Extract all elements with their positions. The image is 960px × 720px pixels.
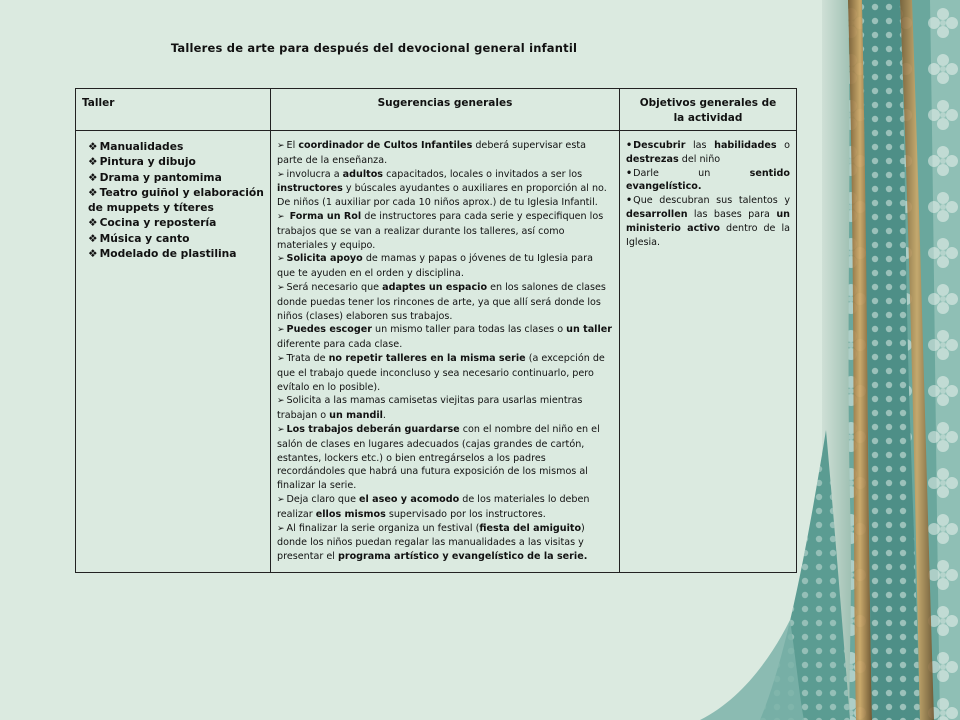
objetivo-text: un ministerio activo: [626, 208, 790, 234]
sugerencia-text: Forma un Rol: [289, 210, 362, 222]
arrow-bullet-icon: ➢: [277, 211, 285, 222]
sugerencia-text: un mismo taller para todas las clases o: [371, 324, 567, 336]
taller-label: Drama y pantomima: [99, 170, 222, 184]
sugerencia-text: (a excepción de que el trabajo quede inconcluso y sea necesario continuarlo, pero evítalo en lo posible).: [277, 352, 605, 393]
taller-item: [88, 154, 264, 169]
taller-label: Pintura y dibujo: [99, 155, 196, 169]
sugerencia-text: de los materiales lo deben realizar: [277, 493, 590, 520]
page-title: Talleres de arte para después del devocional general infantil: [170, 41, 578, 55]
objetivos-list: [626, 139, 790, 249]
header-sugerencias: Sugerencias generales: [271, 89, 620, 131]
sugerencia-item: [277, 352, 613, 394]
objetivo-text: destrezas: [626, 153, 679, 165]
objetivo-text: habilidades: [714, 140, 777, 151]
taller-item: [88, 215, 264, 230]
sugerencia-text: El: [286, 140, 299, 151]
sugerencia-text: Trata de: [286, 352, 329, 364]
taller-label: Música y canto: [99, 231, 190, 245]
sugerencia-item: [277, 522, 613, 564]
content-row: [76, 131, 797, 573]
objetivo-text: sentido evangelístico.: [626, 167, 790, 193]
objetivo-item: [626, 139, 790, 167]
sugerencias-list: [277, 139, 613, 564]
sugerencia-text: en los salones de clases donde puedas tener los rincones de arte, ya que allí será donde los niños (clases) elaboren sus trabajos.: [277, 281, 606, 322]
objetivos-cell: [620, 131, 797, 573]
sugerencia-item: [277, 394, 613, 423]
sugerencia-text: el aseo y acomodo: [359, 493, 460, 505]
sugerencia-item: [277, 493, 613, 522]
sugerencia-text: ) donde los niños puedan regalar las manualidades a las visitas y presentar el: [277, 522, 585, 563]
sugerencia-text: Será necesario que: [286, 281, 383, 293]
sugerencia-text: Solicita apoyo: [286, 253, 363, 265]
diamond-bullet-icon: ❖: [88, 216, 98, 230]
arrow-bullet-icon: ➢: [277, 169, 285, 180]
sugerencia-text: capacitados, locales o invitados a ser los: [383, 168, 583, 180]
diamond-bullet-icon: ❖: [88, 140, 98, 153]
dot-bullet-icon: •: [626, 195, 633, 207]
diamond-bullet-icon: ❖: [88, 170, 98, 184]
talleres-table: [75, 88, 797, 573]
sugerencia-text: Al finalizar la serie organiza un festival (: [286, 522, 480, 534]
sugerencia-text: deberá supervisar esta parte de la enseñanza.: [277, 140, 586, 166]
sugerencia-text: Solicita a las mamas camisetas viejitas para usarlas mientras trabajan o: [277, 395, 583, 422]
header-row: [76, 89, 797, 131]
sugerencia-text: coordinador de Cultos Infantiles: [298, 140, 473, 151]
dot-bullet-icon: •: [626, 140, 633, 151]
objetivo-item: [626, 194, 790, 249]
sugerencia-text: instructores: [277, 183, 343, 195]
objetivo-item: [626, 167, 790, 195]
taller-item: [88, 246, 264, 261]
sugerencia-text: adaptes un espacio: [382, 281, 488, 293]
header-taller: Taller: [76, 89, 271, 131]
sugerencia-text: programa artístico y evangelístico de la serie.: [337, 551, 588, 563]
sugerencia-text: .: [382, 410, 386, 422]
objetivo-text: del niño: [678, 153, 721, 165]
sugerencia-text: y búscales ayudantes o auxiliares en proporción al no. De niños (1 auxiliar por cada 10 niños aprox.) de tu Iglesia Infantil.: [277, 183, 607, 209]
arrow-bullet-icon: ➢: [277, 494, 285, 505]
header-objetivos-line1: Objetivos generales de: [639, 97, 777, 109]
taller-label: Cocina y repostería: [99, 216, 217, 230]
objetivo-text: Que descubran sus talentos y: [633, 195, 790, 207]
sugerencia-text: diferente para cada clase.: [277, 339, 403, 351]
arrow-bullet-icon: ➢: [277, 141, 285, 151]
taller-item: [88, 231, 264, 246]
sugerencia-text: Los trabajos deberán guardarse: [286, 423, 460, 435]
objetivo-text: Descubrir: [633, 140, 686, 151]
sugerencia-item: [277, 281, 613, 323]
sugerencia-text: un mandil: [329, 410, 383, 422]
sugerencia-item: [277, 252, 613, 281]
diamond-bullet-icon: ❖: [88, 247, 98, 261]
arrow-bullet-icon: ➢: [277, 396, 285, 407]
diamond-bullet-icon: ❖: [88, 231, 98, 245]
sugerencia-item: [277, 323, 613, 352]
arrow-bullet-icon: ➢: [277, 523, 285, 534]
arrow-bullet-icon: ➢: [277, 424, 285, 435]
objetivo-text: las bases para: [687, 208, 777, 220]
sugerencia-text: de mamas y papas o jóvenes de tu Iglesia para que te ayuden en el orden y disciplina.: [277, 253, 593, 280]
taller-label: Teatro guiñol y elaboración de muppets y títeres: [88, 185, 264, 215]
arrow-bullet-icon: ➢: [277, 254, 285, 265]
header-objetivos-line2: la actividad: [673, 112, 743, 124]
sugerencia-text: involucra a: [286, 168, 343, 180]
taller-label: Modelado de plastilina: [99, 247, 237, 261]
taller-item: [88, 170, 264, 185]
taller-item: [88, 185, 264, 216]
sugerencia-text: adultos: [342, 168, 384, 180]
sugerencias-cell: [271, 131, 620, 573]
arrow-bullet-icon: ➢: [277, 282, 285, 293]
sugerencia-text: con el nombre del niño en el salón de clases en lugares adecuados (cajas grandes de cartón, estantes, lockers etc.) o bien entregárselos a los padres recordándoles que habrá una futura exposición de los mismos al finalizar la serie.: [277, 423, 600, 492]
arrow-bullet-icon: ➢: [277, 353, 285, 364]
sugerencia-item: [277, 139, 613, 168]
header-objetivos: [620, 89, 797, 131]
sugerencia-text: ellos mismos: [315, 508, 386, 520]
objetivo-text: desarrollen: [626, 208, 688, 220]
taller-item: [88, 139, 264, 154]
sugerencia-item: [277, 168, 613, 210]
dot-bullet-icon: •: [626, 167, 633, 179]
sugerencia-text: fiesta del amiguito: [479, 522, 582, 534]
diamond-bullet-icon: ❖: [88, 185, 98, 199]
sugerencia-text: no repetir talleres en la misma serie: [328, 352, 526, 364]
sugerencia-item: [277, 210, 613, 252]
sugerencia-item: [277, 423, 613, 493]
objetivo-text: las: [685, 140, 715, 151]
objetivo-text: Darle un: [633, 167, 750, 179]
arrow-bullet-icon: ➢: [277, 325, 285, 336]
sugerencia-text: supervisado por los instructores.: [385, 508, 546, 520]
diamond-bullet-icon: ❖: [88, 155, 98, 169]
sugerencia-text: Deja claro que: [286, 493, 360, 505]
objetivo-text: dentro de la Iglesia.: [626, 222, 790, 248]
talleres-cell: [76, 131, 271, 573]
sugerencia-text: Puedes escoger: [286, 324, 372, 336]
talleres-list: [82, 139, 264, 261]
sugerencia-text: un taller: [566, 324, 612, 336]
sugerencia-text: de instructores para cada serie y especifiquen los trabajos que se van a realizar durante los talleres, así como materiales y equipo.: [277, 210, 604, 251]
taller-label: Manualidades: [99, 140, 184, 153]
objetivo-text: o: [776, 140, 790, 151]
